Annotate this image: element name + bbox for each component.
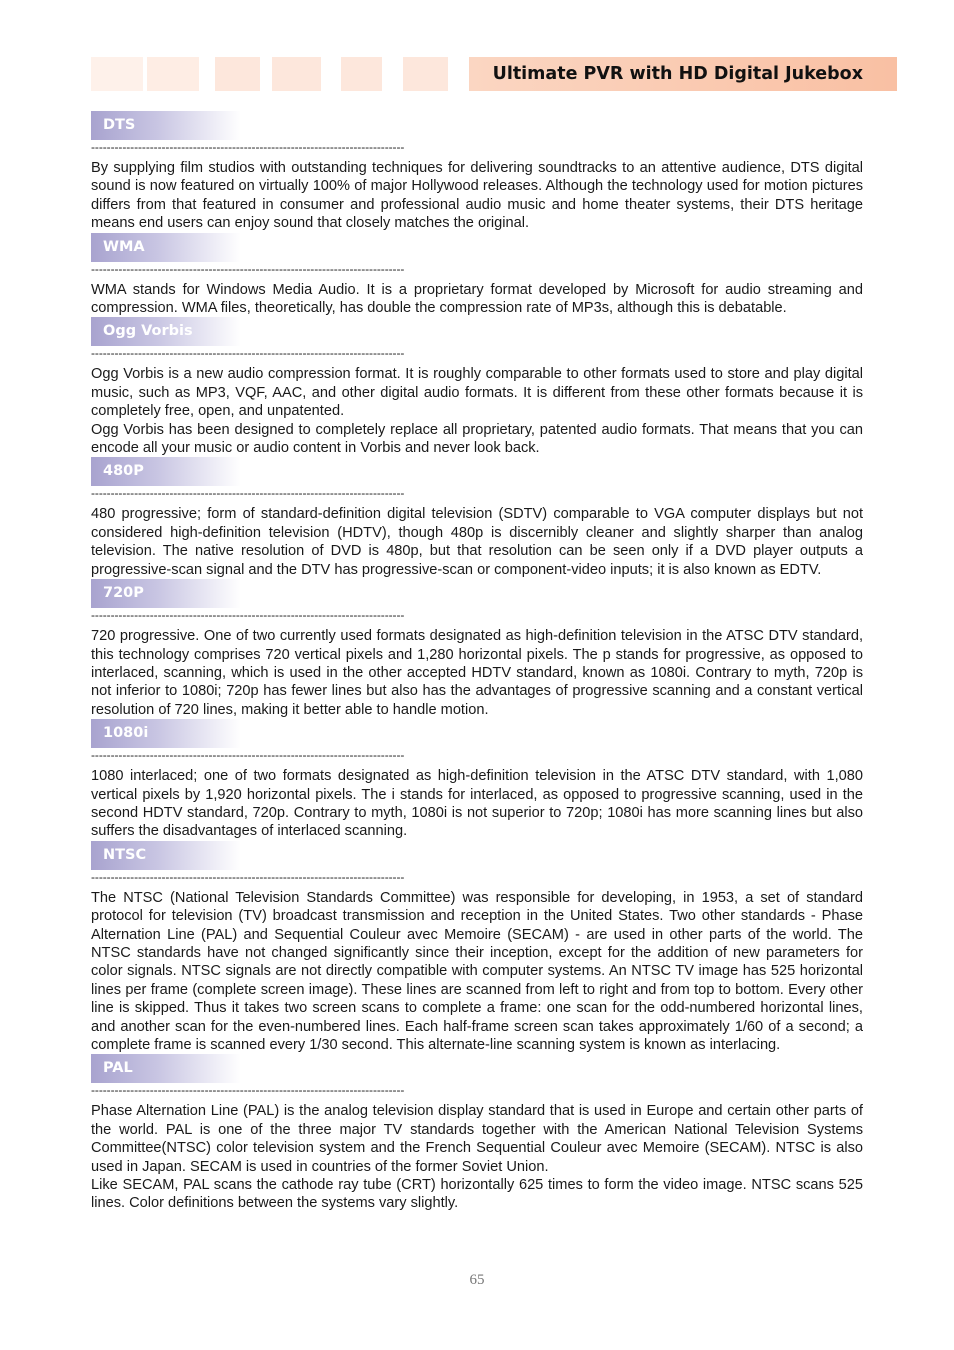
section-paragraph: Phase Alternation Line (PAL) is the analog television display standard that is used in Europe and certain other parts of the world. PAL is one of the three major TV standards together with the American National Television Systems Committee(NTSC) color television system and the French Sequential Couleur avec Memoire (SECAM). NTSC is also used in Japan. SECAM is used in countries of the former Soviet Union. (91, 1103, 863, 1175)
dashed-separator: -------------------------------------------------------------------------------- (91, 487, 405, 501)
section-paragraph: 720 progressive. One of two currently used formats designated as high-definition television in the ATSC DTV standard, this technology comprises 720 vertical pixels and 1,280 horizontal pixels. The p stands for progressive, as opposed to interlaced, scanning, which is used in the other accepted HDTV standard, known as 1080i. Contrary to myth, 720p is not inferior to 1080i; 720p has fewer lines but also has the advantages of progressive scanning and a constant vertical resolution of 720 lines, making it better able to handle motion. (91, 628, 863, 718)
section-paragraph: 1080 interlaced; one of two formats designated as high-definition television in the ATSC DTV standard, with 1,080 vertical pixels by 1,920 horizontal pixels. The i stands for interlaced, as opposed to progressive scanning, used in the second HDTV standard, 720p. Contrary to myth, 1080i is not superior to 720p; 1080i has more scanning lines but also suffers the disadvantages of interlaced scanning. (91, 768, 863, 840)
dashed-separator: -------------------------------------------------------------------------------- (91, 262, 405, 276)
section-heading-tag: 1080i (91, 719, 241, 748)
section (91, 317, 863, 457)
page-header-title: Ultimate PVR with HD Digital Jukebox (469, 57, 897, 91)
section-heading-tag: 720P (91, 579, 241, 608)
section-paragraph: Like SECAM, PAL scans the cathode ray tube (CRT) horizontally 625 times to form the video image. NTSC scans 525 lines. Color definitions between the systems vary slightly. (91, 1177, 863, 1212)
section (91, 1054, 863, 1212)
section-paragraph: WMA stands for Windows Media Audio. It is a proprietary format developed by Microsoft for audio streaming and compression. WMA files, theoretically, has double the compression rate of MP3s, although this is debatable. (91, 281, 863, 317)
dashed-separator: -------------------------------------------------------------------------------- (91, 141, 405, 154)
section-heading-tag: DTS (91, 111, 241, 140)
section-heading-tag: NTSC (91, 841, 241, 870)
dashed-separator: -------------------------------------------------------------------------------- (91, 347, 405, 361)
section-paragraph: The NTSC (National Television Standards Committee) was responsible for developing, in 1953, a set of standard protocol for television (TV) broadcast transmission and reception in the United States. Two other standards - Phase Alternation Line (PAL) and Sequential Couleur avec Memoire (SECAM) - are used in other parts of the world. The NTSC standards have not changed significantly since their inception, except for the addition of new parameters for color signals. NTSC signals are not directly compatible with computer systems. An NTSC TV image has 525 horizontal lines per frame (complete screen image). These lines are scanned from left to right and from top to bottom. Every other line is skipped. Thus it takes two screen scans to complete a frame: one scan for the odd-numbered horizontal lines, and another scan for the even-numbered lines. Each half-frame screen scan takes approximately 1/60 of a second; a complete frame is scanned every 1/30 second. This alternate-line scanning system is known as interlacing. (91, 889, 863, 1053)
header-block (91, 57, 143, 91)
section-paragraph: By supplying film studios with outstanding techniques for delivering soundtracks to an attentive audience, DTS digital sound is now featured on virtually 100% of major Hollywood releases. Although the technology used for motion pictures differs from that featured in consumer and professional audio music and home theater systems, their DTS heritage means end users can enjoy sound that closely matches the original. (91, 160, 863, 232)
header-block (341, 57, 382, 91)
header-block (272, 57, 321, 91)
section (91, 579, 863, 719)
section (91, 457, 863, 579)
dashed-separator: -------------------------------------------------------------------------------- (91, 1084, 405, 1098)
section-heading-tag: 480P (91, 457, 241, 486)
section-paragraph: Ogg Vorbis is a new audio compression format. It is roughly comparable to other formats used to store and play digital music, such as MP3, VQF, AAC, and other digital audio formats. It is different from these other formats because it is completely free, open, and unpatented. (91, 366, 863, 420)
header-block (403, 57, 448, 91)
dashed-separator: -------------------------------------------------------------------------------- (91, 870, 405, 884)
header-block (147, 57, 199, 91)
section-heading-tag: WMA (91, 233, 241, 262)
section (91, 719, 863, 841)
document-body (91, 111, 863, 1213)
section (91, 111, 863, 233)
dashed-separator: -------------------------------------------------------------------------------- (91, 749, 405, 763)
section-heading-tag: Ogg Vorbis (91, 317, 241, 346)
header-block (215, 57, 260, 91)
section-paragraph: Ogg Vorbis has been designed to completely replace all proprietary, patented audio formats. That means that you can encode all your music or audio content in Vorbis and never look back. (91, 421, 863, 457)
section-paragraph: 480 progressive; form of standard-definition digital television (SDTV) comparable to VGA computer displays but not considered high-definition television (HDTV), though 480p is discernibly cleaner and slightly sharper than analog television. The native resolution of DVD is 480p, but that resolution can be seen only if a DVD player outputs a progressive-scan signal and the DTV has progressive-scan or component-video inputs; it is also known as EDTV. (91, 506, 863, 578)
section (91, 841, 863, 1055)
page-number: 65 (469, 1272, 485, 1288)
section-heading-tag: PAL (91, 1054, 241, 1083)
dashed-separator: -------------------------------------------------------------------------------- (91, 609, 405, 623)
section (91, 233, 863, 318)
